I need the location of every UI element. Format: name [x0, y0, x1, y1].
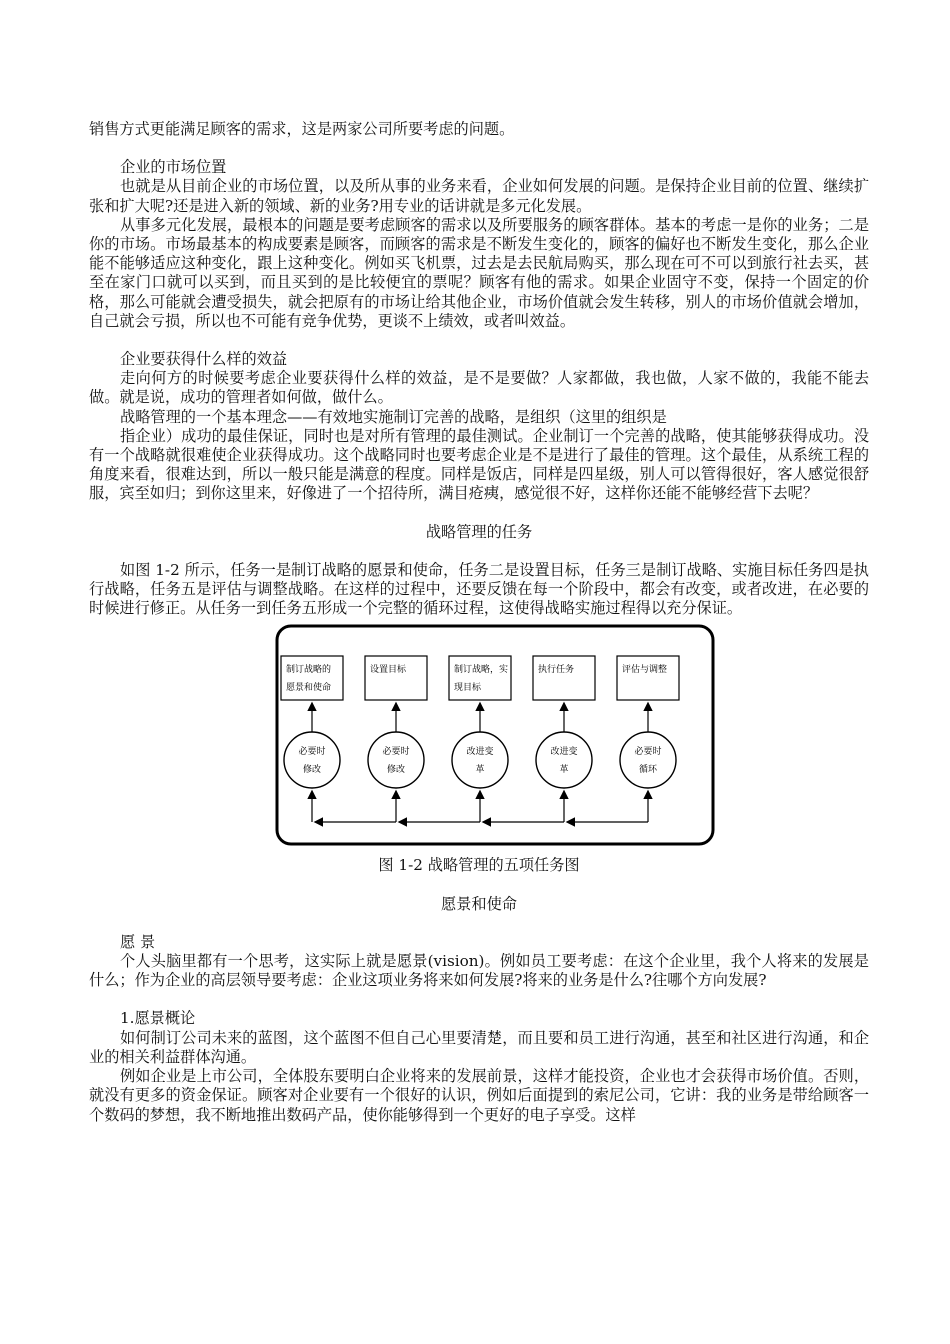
feedback-circle-label: 改进变	[466, 747, 494, 758]
task-box	[365, 656, 427, 700]
paragraph: 走向何方的时候要考虑企业要获得什么样的效益，是不是要做？人家都做，我也做，人家不做的，我能不能去做。就是说，成功的管理者如何做，做什么。	[89, 369, 869, 407]
task-box	[617, 656, 679, 700]
paragraph: 个人头脑里都有一个思考，这实际上就是愿景(vision)。例如员工要考虑：在这个企业里，我个人将来的发展是什么；作为企业的高层领导要考虑：企业这项业务将来如何发展?将来的业务是什么?往哪个方向发展?	[89, 952, 869, 990]
five-task-diagram	[275, 624, 715, 854]
paragraph-intro: 销售方式更能满足顾客的需求，这是两家公司所要考虑的问题。	[89, 120, 515, 138]
task-box-label: 评估与调整	[622, 665, 668, 676]
feedback-circle-label: 修改	[302, 765, 322, 776]
task-box-label: 愿景和使命	[286, 683, 332, 694]
feedback-circle-label: 必要时	[382, 747, 410, 758]
feedback-circle-label: 必要时	[298, 747, 326, 758]
paragraph: 例如企业是上市公司，全体股东要明白企业将来的发展前景，这样才能投资，企业也才会获得市场价值。否则，就没有更多的资金保证。顾客对企业要有一个很好的认识，例如后面提到的索尼公司，它讲：我的业务是带给顾客一个数码的梦想，我不断地推出数码产品，使你能够得到一个更好的电子享受。这样	[89, 1067, 869, 1124]
paragraph: 指企业）成功的最佳保证，同时也是对所有管理的最佳测试。企业制订一个完善的战略，使其能够获得成功。没有一个战略就很难使企业获得成功。这个战略同时也要考虑企业是不是进行了最佳的管理。这个最佳，从系统工程的角度来看，很难达到，所以一般只能是满意的程度。同样是饭店，同样是四星级，别人可以管得很好，客人感觉很舒服，宾至如归；到你这里来，好像进了一个招待所，满目疮痍，感觉很不好，这样你还能不能够经营下去呢？	[89, 426, 869, 503]
paragraph: 如图 1-2 所示，任务一是制订战略的愿景和使命，任务二是设置目标，任务三是制订战略、实施目标任务四是执行战略，任务五是评估与调整战略。在这样的过程中，还要反馈在每一个阶段中，都会有改变，或者改进，在必要的时候进行修正。从任务一到任务五形成一个完整的循环过程，这使得战略实施过程得以充分保证。	[89, 560, 869, 618]
task-box-label: 设置目标	[370, 665, 407, 676]
feedback-circle-label: 改进变	[550, 747, 578, 758]
paragraph: 也就是从目前企业的市场位置，以及所从事的业务来看，企业如何发展的问题。是保持企业目前的位置、继续扩张和扩大呢?还是进入新的领域、新的业务?用专业的话讲就是多元化发展。	[89, 177, 869, 215]
feedback-circle-label: 修改	[386, 765, 406, 776]
feedback-circle-label: 革	[559, 765, 569, 776]
task-box	[281, 656, 343, 700]
feedback-circle-label: 革	[475, 765, 485, 776]
feedback-circle	[620, 732, 676, 788]
task-box	[533, 656, 595, 700]
task-box-label: 制订战略，实	[454, 665, 509, 676]
paragraph: 如何制订公司未来的蓝图，这个蓝图不但自己心里要清楚，而且要和员工进行沟通，甚至和社区进行沟通，和企业的相关利益群体沟通。	[89, 1028, 869, 1066]
task-box-label: 执行任务	[538, 665, 575, 676]
feedback-circle	[368, 732, 424, 788]
section-title-tasks: 战略管理的任务	[425, 522, 533, 541]
paragraph: 战略管理的一个基本理念——有效地实施制订完善的战略，是组织（这里的组织是	[120, 407, 667, 426]
feedback-circle-label: 必要时	[634, 747, 662, 758]
section-heading-market-position: 企业的市场位置	[120, 158, 227, 177]
task-box	[449, 656, 511, 700]
section-heading-vision-overview: 1.愿景概论	[120, 1009, 196, 1028]
figure-caption: 图 1-2 战略管理的五项任务图	[378, 856, 580, 875]
diagram-svg	[275, 624, 715, 846]
paragraph: 从事多元化发展，最根本的问题是要考虑顾客的需求以及所要服务的顾客群体。基本的考虑一是你的业务；二是你的市场。市场最基本的构成要素是顾客，而顾客的需求是不断发生变化的，顾客的偏好也不断发生变化，那么企业能不能够适应这种变化，跟上这种变化。例如买飞机票，过去是去民航局购买，那么现在可不可以到旅行社去买，甚至在家门口就可以买到，而且买到的是比较便宜的票呢？顾客有他的需求。如果企业固守不变，保持一个固定的价格，那么可能就会遭受损失，就会把原有的市场让给其他企业，市场价值就会发生转移，别人的市场价值就会增加，自己就会亏损，所以也不可能有竞争优势，更谈不上绩效，或者叫效益。	[89, 215, 869, 330]
section-heading-vision: 愿 景	[120, 932, 156, 951]
feedback-circle	[284, 732, 340, 788]
task-box-label: 现目标	[454, 683, 482, 694]
document-page	[89, 120, 869, 1125]
task-box-label: 制订战略的	[286, 665, 332, 676]
section-title-vision-mission: 愿景和使命	[441, 894, 517, 913]
feedback-circle	[536, 732, 592, 788]
feedback-circle-label: 循环	[638, 765, 658, 776]
section-heading-benefit: 企业要获得什么样的效益	[120, 350, 288, 369]
feedback-circle	[452, 732, 508, 788]
